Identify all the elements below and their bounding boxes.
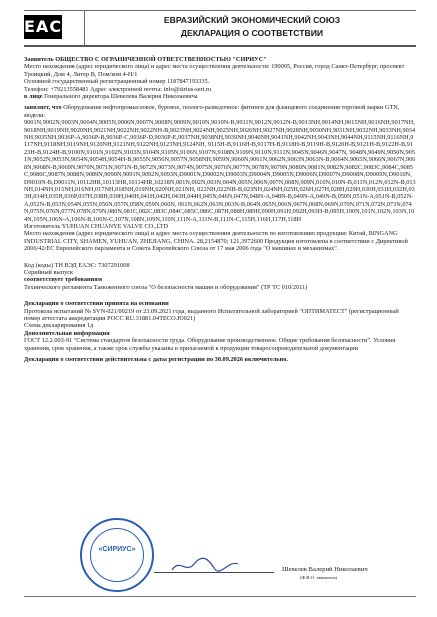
signer-name: Шевелев Валерий Николаевич — [282, 566, 368, 573]
declaration-product — [24, 104, 416, 119]
extra-text: ГОСТ 12.2.003-91 "Система стандартов безопасности труда. Оборудование производственное. Общие требования безопасности". Условия хранения, срок хранения, а также срок службы указаны в прилагаемой к продукции товаросопроводительной документации — [24, 337, 396, 352]
applicant-name: ОБЩЕСТВО С ОГРАНИЧЕННОЙ ОТВЕТСТВЕННОСТЬЮ "СИРИУС" — [55, 56, 267, 63]
manufacturer-line — [24, 223, 416, 230]
document-body — [24, 56, 416, 363]
manufacturer-label: Изготовитель — [24, 222, 61, 230]
applicant-person — [24, 93, 416, 100]
applicant-label: Заявитель — [24, 56, 54, 63]
requirements-label: соответствует требованиям — [24, 276, 102, 284]
scheme-text: Схема декларирования 1д — [24, 322, 94, 330]
product-description: Оборудование нефтепромысловое, буровое, геолого-разведочное: фитинги для фланцевого соединения торговой марки GTN, модели: — [24, 104, 400, 119]
serial-release: Серийный выпуск — [24, 268, 74, 276]
model-list — [24, 119, 416, 223]
seal-inner-ring — [90, 528, 144, 582]
seal-text: «СИРИУС» — [98, 546, 136, 553]
validity-text: Декларация о соответствии действительна с даты регистрации по 30.09.2026 включительно. — [24, 356, 288, 364]
header-divider — [84, 11, 85, 45]
manufacturer-address: Место нахождения (адрес юридического лица) и адрес места осуществления деятельности по изготовлению продукции: Китай, BINGANG INDUSTRIAL CITY, SHAMEN, YUHUAN, ZHEJIANG, CHINA. 28,2154870; 121,3972600 Продукция изготовлена в соответствии с Директивой 2006/42/ЕС Европейского парламента и Совета Европейского Союза от 17 мая 2006 года "О машинах и механизмах". — [24, 230, 408, 253]
company-seal — [80, 518, 154, 592]
applicant-contacts: Телефон: +79213558481 Адрес электронной почты: info@sirius-sert.ru — [24, 85, 212, 93]
person-name: Генерального директора Шевелева Валерия Николаевича — [44, 93, 198, 101]
eac-logo: EAC — [24, 15, 62, 39]
applicant-ogrn: Основной государственный регистрационный номер 1187847193335. — [24, 78, 210, 86]
manufacturer-name: YUHUAN CHUANYE VALVE CO.,LTD — [61, 222, 169, 230]
basis-label: Декларация о соответствии принята на основании — [24, 300, 169, 308]
declaration-prefix: заявляет, что — [24, 104, 62, 112]
applicant-address: Место нахождения (адрес юридического лица) и адрес места осуществления деятельности: 190005, Россия, город Санкт-Петербург, проспект Троицкий, Дом 4, Литер В, Пом/ком 4-Н/1 — [24, 63, 405, 78]
extra-label: Дополнительная информация — [24, 329, 110, 337]
footer-line — [24, 596, 416, 597]
basis-text: Протокола испытаний № SVN-021/00219 от 23.09.2021 года, выданного Испытательной лабораторией "ОПТИМАТЕСТ" (регистрационный номер аттестата аккредитации РОСС RU.31881.04ТЕСО.Ю021) — [24, 307, 399, 322]
applicant-line — [24, 56, 416, 63]
header-title: ЕВРАЗИЙСКИЙ ЭКОНОМИЧЕСКИЙ СОЮЗ — [163, 15, 341, 25]
signer-caption: (Ф.И.О. заявителя) — [300, 575, 337, 580]
tnved-code: Код (коды) ТН ВЭД ЕАЭС: 7307291008 — [24, 261, 130, 269]
header-subtitle: ДЕКЛАРАЦИЯ О СООТВЕТСТВИИ — [180, 28, 324, 38]
requirements-text: Технического регламента Таможенного союза "О безопасности машин и оборудования" (ТР ТС 010/2011) — [24, 283, 308, 291]
person-prefix: в лице — [24, 93, 43, 101]
document-header — [24, 10, 416, 47]
signature-line — [154, 572, 274, 573]
model-numbers: 9001N,9002N,9003N,9004N,9005N,9006N,9007N,9008N,9009N,9010N,9010N-B,9011N,9012N,9012N-B,9013NH,9014NH,9015NH,9016NH,9017NH,9018NH,9019NH,9020NH,9021NH,9022NH,9022NH-B,9023NH,9024NH,9025NH,9026NH,9027NH,9028NH,9030NH,9031NH,9032NH,9033NH,9034NH,9035NH,9036P-A,9036P-B,9036P-C,9036P-D,9036P-E,9037NH,9038NH,9039NH,9040NH,9041NH,9042NH,9043NH,9044NH,9115NH,9116NH,9117NH,9118NH,9119NH,9120NH,9121NH,9122NH,9123NH,9124NH, 9115H-B,9116H-B,9117H-B,9118H-B,9119H-B,9120H-B,9121H-B,9122H-B,9123H-B,9124H-B,9100N,9101N,9102N,9103N,9104N,9105N,9106N,9107N,9108N,9109N,9110N,9111N,9045N,9046N,9047N, 9048N,9049N,9050N,9051N,9052N,9053N,9054N,9054H,9054H-B,9055N,9056N,9057N,9058NH,9059N,9060N,9061N,9062N,9063N,9063N-B,9064N,9065N,9066N,9067N,9068N,9068N-B,9069N,9070N,9071N,9071N-B,9072N,9073N,9074N,9075N,9076N,9077N,9078N,9079N,9080N,9081N,9082N,9082C,9083C,9084C,9085C,9086C,9087N,9088N,9089N,9090N,9091N,9092N,9093N,D9001N,D9002N,D9003N,D9004N,D9005N,D9006N,D9007N,D9008N,D9009N,D9010N,D9010N-B,D9011N,10112HR,10113HR,10114HR,10218N,001N,002N,003N,004N,005N,006N,007N,008N,009N,010N,010N-B,011N,012N,012N-B,013NH,014NH,015NH,016NH,017NH,018NH,019NH,020NH,021NH, 022NH,022NH-B,023NH,024NH,025H,026H,027H,028H,029H,030H,031H,032H,033H,034H,035H,036P,037H,038H,039H,040H,041H,042H,043H,044H,045N,046N,047N,048N-A,048N-B,049N-A,049N-B,050N,051N-A,051N-B,052N-A,052N-B,053N,054N,055N,056N,057N,058N,059N,060N, 061N,062N,063N,063N-B,064N,065N,066N,067N,068N,069N,070N,071N,072N,073N,074N,075N,076N,077N,078N,079N,080N,081C,082C,083C,084C,085C,086C,087H,088H,089H,090H,091H,092H,093H-B,095H,100N,101N,102N,103N,104N,105N,106N-A,106N-B,106N-C,107N,108N,109N,110N,111N-A,111N-B,111N-C,115H,116H,117H,118H — [24, 119, 416, 223]
